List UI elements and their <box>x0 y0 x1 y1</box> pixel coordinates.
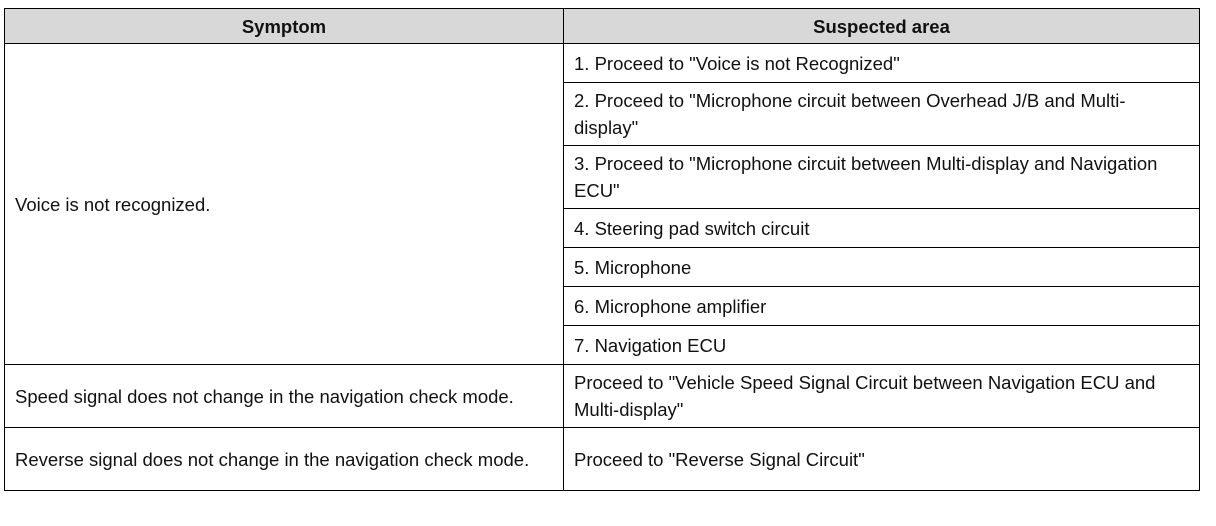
suspected-area-cell: 5. Microphone <box>564 248 1200 287</box>
header-symptom: Symptom <box>5 9 564 44</box>
suspected-area-cell: Proceed to "Reverse Signal Circuit" <box>564 428 1200 491</box>
table-row <box>5 44 1200 83</box>
table-header-row <box>5 9 1200 44</box>
symptom-cell: Reverse signal does not change in the navigation check mode. <box>5 428 564 491</box>
table-row <box>5 365 1200 428</box>
suspected-area-cell: 7. Navigation ECU <box>564 326 1200 365</box>
troubleshooting-table <box>4 8 1200 491</box>
symptom-cell: Speed signal does not change in the navigation check mode. <box>5 365 564 428</box>
suspected-area-cell: 6. Microphone amplifier <box>564 287 1200 326</box>
header-suspected-area: Suspected area <box>564 9 1200 44</box>
suspected-area-cell: 1. Proceed to "Voice is not Recognized" <box>564 44 1200 83</box>
table-row <box>5 428 1200 491</box>
symptom-cell: Voice is not recognized. <box>5 44 564 365</box>
suspected-area-cell: 2. Proceed to "Microphone circuit between Overhead J/B and Multi-display" <box>564 83 1200 146</box>
suspected-area-cell: Proceed to "Vehicle Speed Signal Circuit between Navigation ECU and Multi-display" <box>564 365 1200 428</box>
suspected-area-cell: 3. Proceed to "Microphone circuit between Multi-display and Navigation ECU" <box>564 146 1200 209</box>
suspected-area-cell: 4. Steering pad switch circuit <box>564 209 1200 248</box>
